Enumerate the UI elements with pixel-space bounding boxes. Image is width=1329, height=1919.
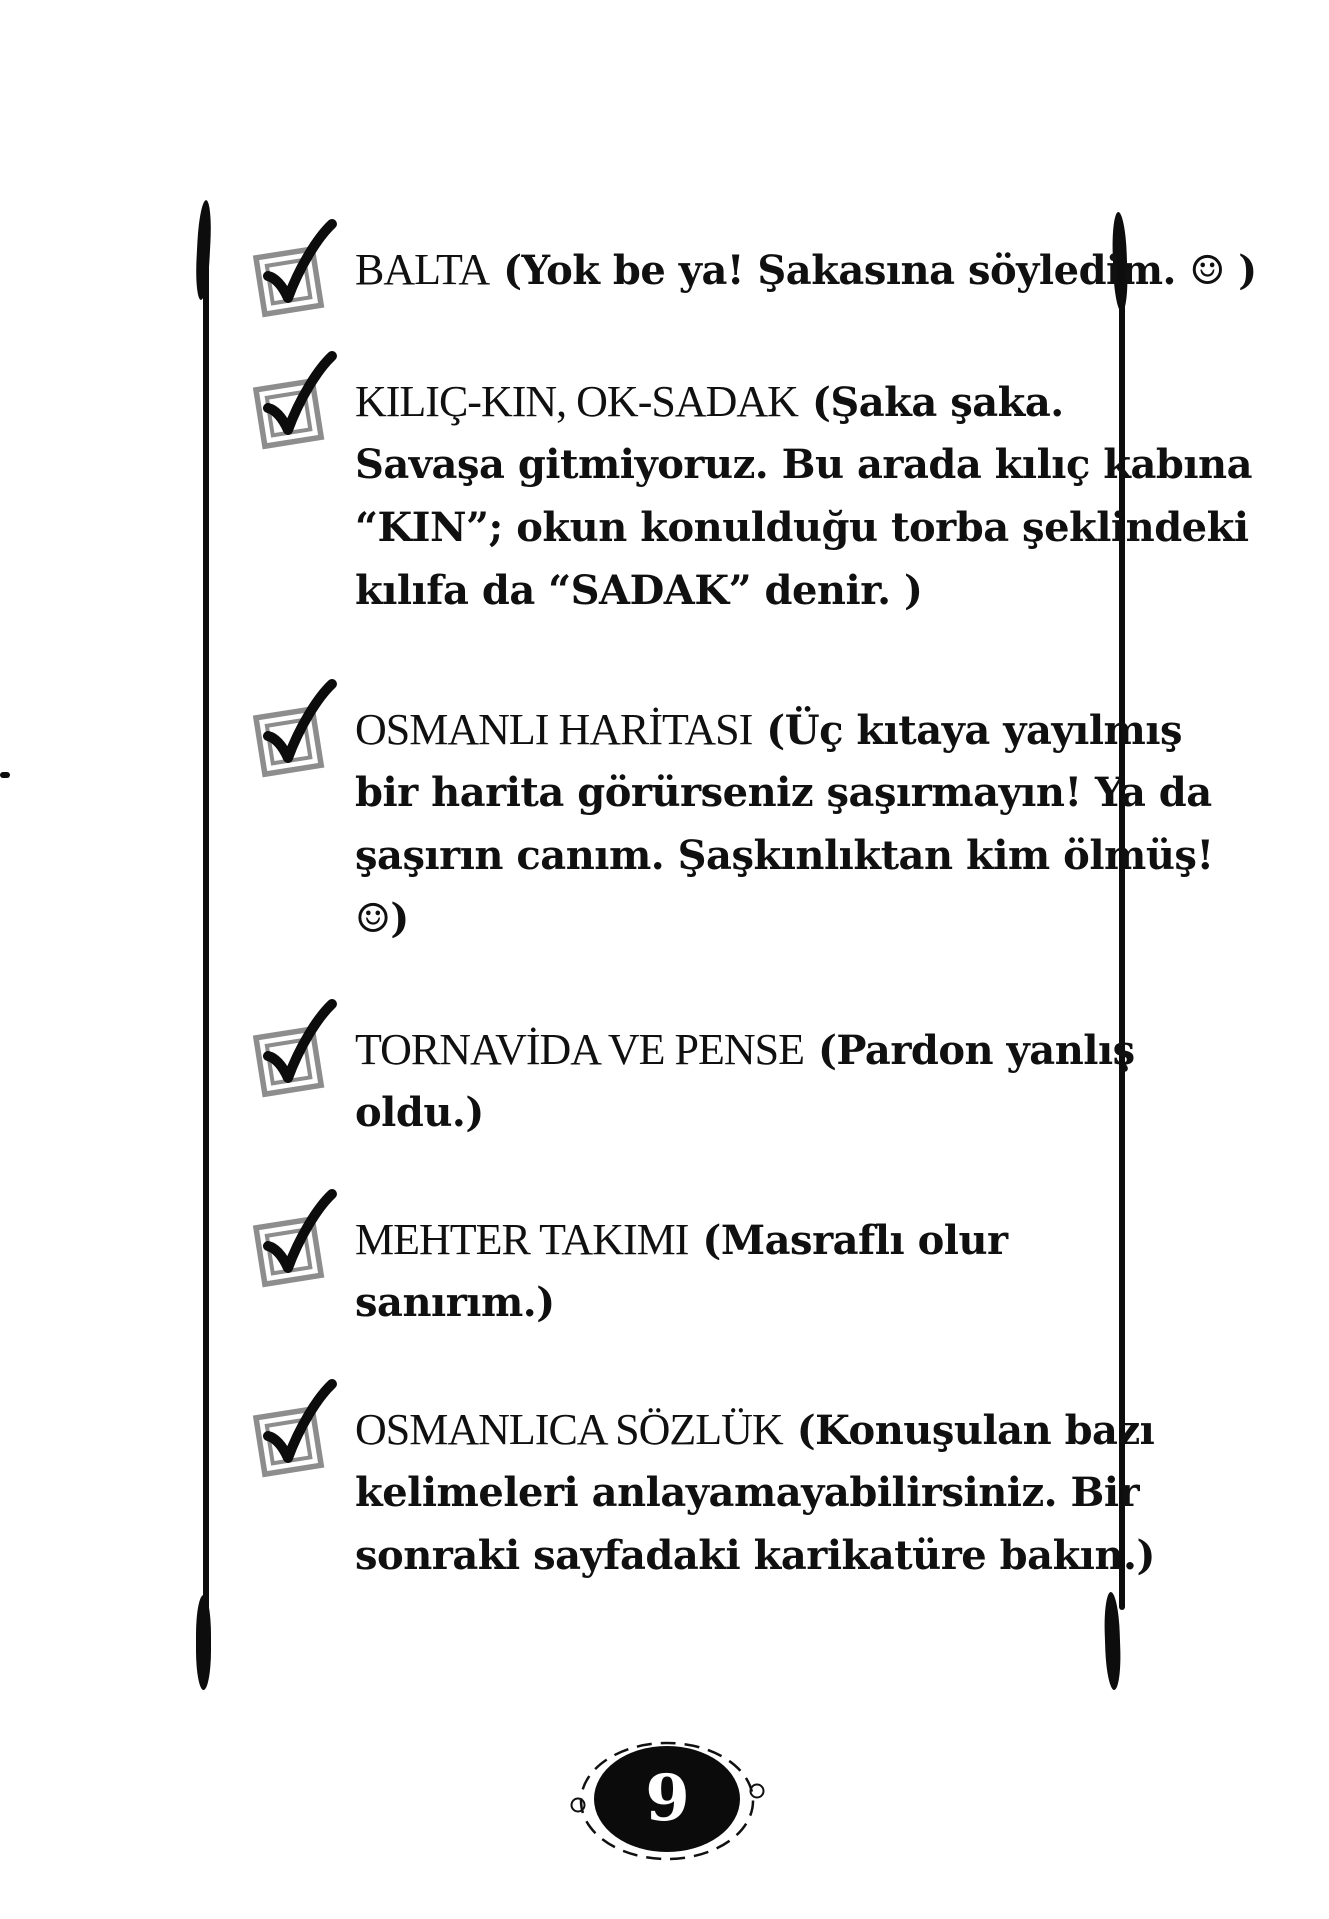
item-comment-line: “KIN”; okun konulduğu torba şeklindeki bbox=[355, 504, 1249, 551]
checklist-item bbox=[243, 370, 1253, 622]
page-edge-mark bbox=[0, 772, 10, 778]
item-line bbox=[355, 1208, 1143, 1271]
item-comment: (Pardon yanlış bbox=[817, 1027, 1135, 1074]
item-line bbox=[355, 1018, 1143, 1081]
checklist-item bbox=[243, 1018, 1143, 1144]
item-line bbox=[355, 370, 1143, 433]
page-number: 9 bbox=[645, 1761, 690, 1836]
item-comment: (Masraflı olur bbox=[702, 1217, 1008, 1264]
checked-checkbox-icon bbox=[243, 1189, 343, 1289]
item-title: KILIÇ-KIN, OK-SADAK bbox=[355, 377, 798, 426]
checked-checkbox-icon bbox=[243, 679, 343, 779]
item-comment-line: Savaşa gitmiyoruz. Bu arada kılıç kabına bbox=[355, 441, 1253, 488]
checked-checkbox-icon bbox=[243, 351, 343, 451]
item-title: TORNAVİDA VE PENSE bbox=[355, 1025, 804, 1074]
item-title: OSMANLICA SÖZLÜK bbox=[355, 1405, 783, 1454]
item-line bbox=[355, 238, 1257, 301]
item-comment: (Konuşulan bazı bbox=[796, 1407, 1155, 1454]
item-title: MEHTER TAKIMI bbox=[355, 1215, 689, 1264]
checklist-item bbox=[243, 238, 1257, 301]
item-comment-line: kılıfa da “SADAK” denir. ) bbox=[355, 567, 923, 614]
item-comment: (Şaka şaka. bbox=[811, 379, 1064, 426]
checked-checkbox-icon bbox=[243, 219, 343, 319]
left-border-bottom-blob bbox=[196, 1595, 211, 1690]
checklist-item bbox=[243, 1208, 1143, 1334]
checklist-item bbox=[243, 1398, 1155, 1587]
item-line bbox=[355, 698, 1183, 761]
item-comment: (Yok be ya! Şakasına söyledim. ☺ ) bbox=[503, 247, 1257, 294]
item-comment-line: şaşırın canım. Şaşkınlıktan kim ölmüş! bbox=[355, 832, 1214, 879]
checked-checkbox-icon bbox=[243, 1379, 343, 1479]
left-border-line bbox=[203, 240, 209, 1615]
item-comment-line: bir harita görürseniz şaşırmayın! Ya da bbox=[355, 769, 1212, 816]
item-title: BALTA bbox=[355, 245, 490, 294]
checked-checkbox-icon bbox=[243, 999, 343, 1099]
item-title: OSMANLI HARİTASI bbox=[355, 705, 753, 754]
item-comment-line: sonraki sayfadaki karikatüre bakın.) bbox=[355, 1532, 1155, 1579]
item-comment: (Üç kıtaya yayılmış bbox=[766, 707, 1183, 754]
item-comment-line: ☺) bbox=[355, 895, 409, 942]
item-comment-line: oldu.) bbox=[355, 1089, 484, 1136]
item-comment-line: sanırım.) bbox=[355, 1279, 555, 1326]
checklist-item bbox=[243, 698, 1214, 950]
item-comment-line: kelimeleri anlayamayabilirsiniz. Bir bbox=[355, 1469, 1140, 1516]
item-line bbox=[355, 1398, 1155, 1461]
